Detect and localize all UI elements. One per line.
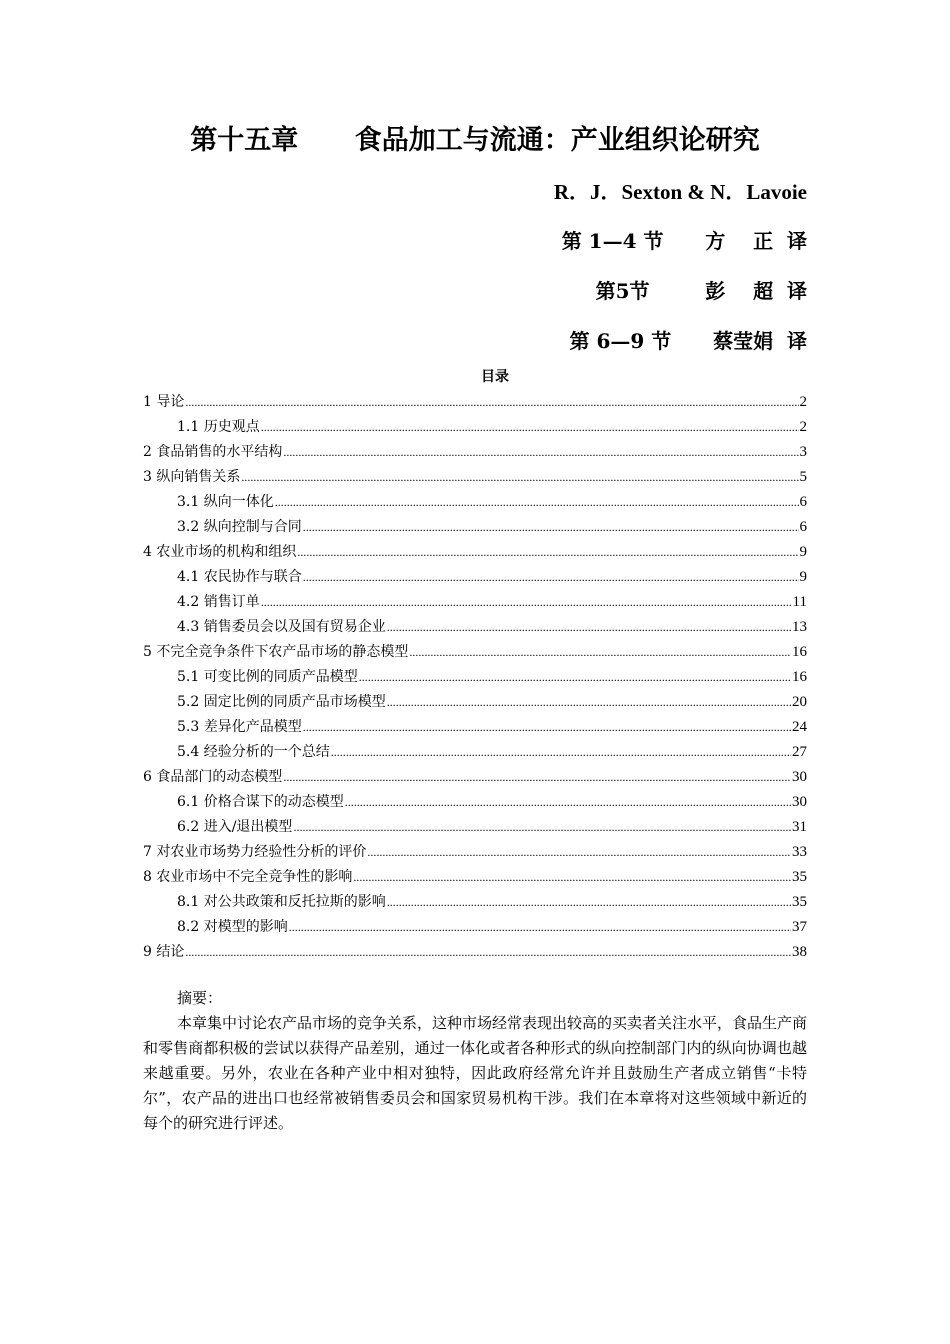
translator-line-1: 第 1—4 节 方 正 译 — [561, 229, 807, 253]
translator-line-3: 第 6—9 节 蔡莹娟 译 — [569, 329, 807, 353]
toc-entry-page: 11 — [792, 594, 807, 610]
toc-leader-dots — [367, 840, 791, 865]
toc-entry-label: 3.2 纵向控制与合同 — [177, 519, 302, 535]
toc-leader-dots — [353, 865, 791, 890]
toc-entry[interactable] — [143, 665, 807, 690]
toc-entry-page: 3 — [799, 444, 807, 460]
abstract-body: 本章集中讨论农产品市场的竞争关系，这种市场经常表现出较高的买卖者关注水平，食品生产商和零售商都积极的尝试以获得产品差别，通过一体化或者各种形式的纵向控制部门内的纵向协调也越来越重要。另外，农业在各种产业中相对独特，因此政府经常允许并且鼓励生产者成立销售“卡特尔”，农产品的进出口也经常被销售委员会和国家贸易机构干涉。我们在本章将对这些领域中新近的每个的研究进行评述。 — [143, 1014, 808, 1132]
toc-entry-label: 4.2 销售订单 — [177, 594, 260, 610]
toc-entry-label: 3 纵向销售关系 — [143, 469, 241, 485]
toc-entry-page: 30 — [792, 794, 807, 810]
toc-heading: 目录 — [481, 369, 509, 385]
translator-line-2: 第5节 彭 超 译 — [595, 279, 807, 303]
toc-entry-page: 33 — [792, 844, 807, 860]
toc-entry[interactable] — [143, 715, 807, 740]
toc-entry-page: 9 — [799, 569, 807, 585]
toc-entry-page: 6 — [799, 519, 807, 535]
toc-entry-page: 27 — [792, 744, 807, 760]
toc-entry-page: 20 — [792, 694, 807, 710]
toc-entry-page: 6 — [799, 494, 807, 510]
toc-entry[interactable] — [143, 615, 807, 640]
toc-entry-label: 4.1 农民协作与联合 — [177, 569, 302, 585]
toc-leader-dots — [275, 490, 799, 515]
toc-leader-dots — [359, 665, 791, 690]
toc-entry[interactable] — [143, 915, 807, 940]
toc-entry-page: 13 — [792, 619, 807, 635]
toc-leader-dots — [261, 590, 792, 615]
toc-entry-label: 5.4 经验分析的一个总结 — [177, 744, 330, 760]
toc-entry-page: 9 — [799, 544, 807, 560]
toc-entry[interactable] — [143, 390, 807, 415]
toc-entry[interactable] — [143, 740, 807, 765]
toc-entry[interactable] — [143, 440, 807, 465]
table-of-contents — [143, 390, 807, 965]
toc-entry[interactable] — [143, 490, 807, 515]
toc-entry[interactable] — [143, 690, 807, 715]
toc-entry-label: 8.2 对模型的影响 — [177, 919, 288, 935]
authors-line: R．J．Sexton & N．Lavoie — [553, 180, 807, 204]
toc-entry-label: 9 结论 — [143, 944, 185, 960]
toc-entry-label: 1 导论 — [143, 394, 185, 410]
toc-leader-dots — [387, 890, 791, 915]
toc-entry-label: 7 对农业市场势力经验性分析的评价 — [143, 844, 367, 860]
abstract — [143, 986, 807, 1136]
toc-entry-page: 30 — [792, 769, 807, 785]
toc-leader-dots — [303, 715, 791, 740]
toc-entry-label: 8 农业市场中不完全竞争性的影响 — [143, 869, 353, 885]
toc-leader-dots — [261, 415, 799, 440]
toc-entry-page: 5 — [799, 469, 807, 485]
toc-entry[interactable] — [143, 940, 807, 965]
toc-entry-label: 1.1 历史观点 — [177, 419, 260, 435]
toc-leader-dots — [409, 640, 791, 665]
toc-entry-page: 16 — [792, 669, 807, 685]
toc-leader-dots — [185, 390, 798, 415]
toc-entry[interactable] — [143, 790, 807, 815]
toc-entry-label: 6.2 进入/退出模型 — [177, 819, 293, 835]
toc-entry[interactable] — [143, 515, 807, 540]
toc-entry[interactable] — [143, 540, 807, 565]
toc-leader-dots — [293, 815, 791, 840]
toc-entry-page: 35 — [792, 869, 807, 885]
chapter-title: 第十五章 食品加工与流通：产业组织论研究 — [190, 125, 760, 156]
toc-entry[interactable] — [143, 465, 807, 490]
toc-entry-page: 38 — [792, 944, 807, 960]
toc-entry[interactable] — [143, 765, 807, 790]
toc-leader-dots — [283, 765, 791, 790]
toc-entry-page: 16 — [792, 644, 807, 660]
toc-leader-dots — [289, 915, 791, 940]
toc-entry-page: 24 — [792, 719, 807, 735]
toc-leader-dots — [303, 515, 799, 540]
toc-entry-label: 4.3 销售委员会以及国有贸易企业 — [177, 619, 386, 635]
toc-entry-label: 6.1 价格合谋下的动态模型 — [177, 794, 344, 810]
toc-entry-label: 2 食品销售的水平结构 — [143, 444, 283, 460]
toc-leader-dots — [331, 740, 791, 765]
toc-entry[interactable] — [143, 865, 807, 890]
toc-entry-label: 5.3 差异化产品模型 — [177, 719, 302, 735]
toc-entry[interactable] — [143, 640, 807, 665]
toc-entry-label: 6 食品部门的动态模型 — [143, 769, 283, 785]
toc-entry-label: 5.2 固定比例的同质产品市场模型 — [177, 694, 386, 710]
toc-leader-dots — [345, 790, 791, 815]
toc-leader-dots — [387, 615, 791, 640]
toc-entry[interactable] — [143, 415, 807, 440]
toc-entry-label: 8.1 对公共政策和反托拉斯的影响 — [177, 894, 386, 910]
toc-entry[interactable] — [143, 565, 807, 590]
toc-entry-page: 31 — [792, 819, 807, 835]
toc-entry[interactable] — [143, 890, 807, 915]
toc-entry-page: 37 — [792, 919, 807, 935]
toc-leader-dots — [283, 440, 798, 465]
toc-entry[interactable] — [143, 840, 807, 865]
toc-entry-label: 5 不完全竞争条件下农产品市场的静态模型 — [143, 644, 409, 660]
toc-entry-label: 5.1 可变比例的同质产品模型 — [177, 669, 358, 685]
toc-leader-dots — [387, 690, 791, 715]
toc-entry-page: 2 — [799, 419, 807, 435]
toc-entry-label: 3.1 纵向一体化 — [177, 494, 274, 510]
toc-entry[interactable] — [143, 815, 807, 840]
toc-leader-dots — [303, 565, 799, 590]
toc-entry-page: 2 — [799, 394, 807, 410]
toc-entry-page: 35 — [792, 894, 807, 910]
abstract-heading: 摘要： — [177, 989, 223, 1007]
toc-entry-label: 4 农业市场的机构和组织 — [143, 544, 297, 560]
toc-leader-dots — [297, 540, 798, 565]
toc-leader-dots — [241, 465, 798, 490]
toc-leader-dots — [185, 940, 791, 965]
toc-entry[interactable] — [143, 590, 807, 615]
